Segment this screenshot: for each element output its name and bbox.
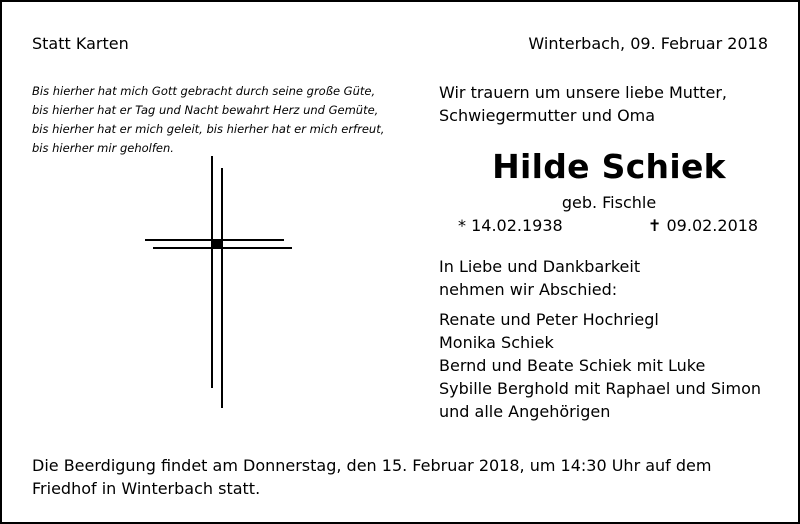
deceased-name: Hilde Schiek — [492, 147, 726, 186]
mourner-entry: Monika Schiek — [439, 333, 554, 352]
intro-text — [439, 81, 727, 127]
poem-verse — [32, 82, 384, 158]
intro-line: Wir trauern um unsere liebe Mutter, — [439, 83, 727, 102]
cross-center-mark — [213, 240, 222, 248]
deceased-birth-name: geb. Fischle — [561, 193, 657, 212]
header-place-date: Winterbach, 09. Februar 2018 — [528, 34, 768, 53]
birth-date: * 14.02.1938 — [458, 216, 563, 235]
poem-line: bis hierher mir geholfen. — [32, 141, 174, 155]
mourner-entry: Renate und Peter Hochriegl — [439, 310, 659, 329]
poem-line: bis hierher hat er Tag und Nacht bewahrt Herz und Gemüte, — [32, 103, 379, 117]
mourner-entry: Bernd und Beate Schiek mit Luke — [439, 356, 706, 375]
intro-line: Schwiegermutter und Oma — [439, 106, 656, 125]
farewell-text — [439, 255, 640, 301]
funeral-notice: Die Beerdigung findet am Donnerstag, den 15. Februar 2018, um 14:30 Uhr auf dem Friedhof in Winterbach statt. — [32, 456, 712, 498]
mourners-list — [439, 308, 761, 423]
death-date: ✝ 09.02.2018 — [648, 216, 759, 235]
poem-line: Bis hierher hat mich Gott gebracht durch seine große Güte, — [32, 84, 376, 98]
cross-icon — [142, 152, 292, 412]
farewell-line: nehmen wir Abschied: — [439, 280, 618, 299]
poem-line: bis hierher hat er mich geleit, bis hierher hat er mich erfreut, — [32, 122, 385, 136]
farewell-line: In Liebe und Dankbarkeit — [439, 257, 641, 276]
mourner-entry: und alle Angehörigen — [439, 402, 611, 421]
mourner-entry: Sybille Berghold mit Raphael und Simon — [439, 379, 762, 398]
header-statt-karten: Statt Karten — [32, 34, 129, 53]
